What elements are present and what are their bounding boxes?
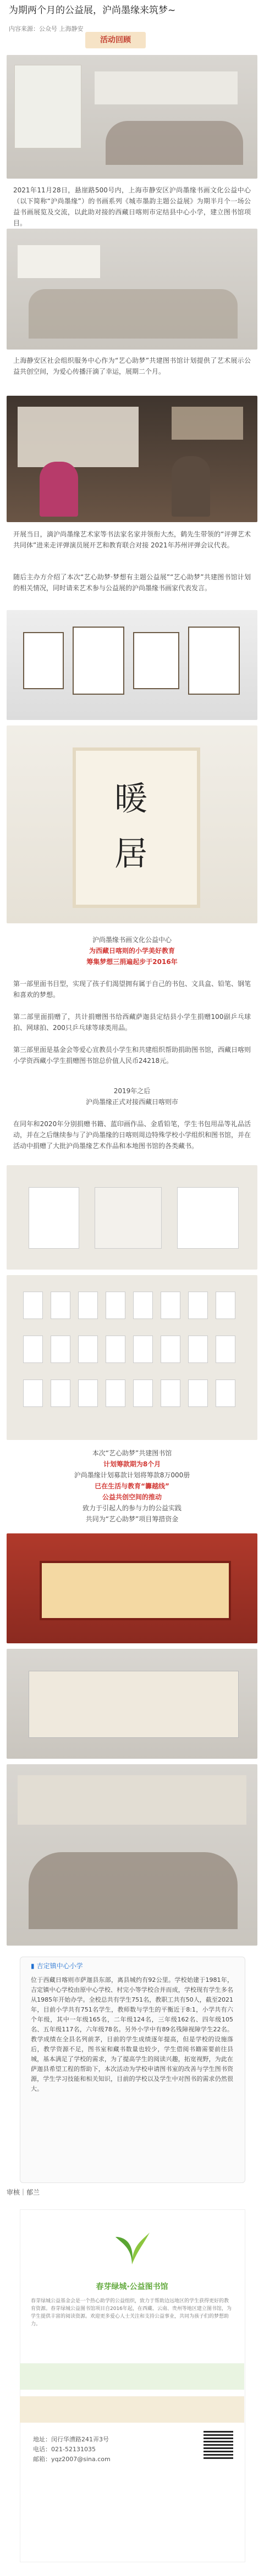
exhibit-sign	[18, 245, 100, 278]
org-line-1: 沪尚墨缘书画文化公益中心	[92, 936, 172, 944]
performer-right	[172, 456, 210, 517]
easel-card	[106, 1336, 125, 1363]
goal-line-1: 本次“艺心助梦”共建图书馆	[92, 1449, 172, 1457]
painting-frame	[133, 632, 179, 689]
board-panel	[29, 1187, 79, 1249]
qr-code[interactable]	[204, 2429, 233, 2459]
easel-card	[216, 1292, 235, 1319]
easel-card	[78, 1380, 98, 1407]
easel-card	[133, 1292, 153, 1319]
sponsor-logo	[105, 2226, 160, 2272]
easel-card	[51, 1292, 70, 1319]
wall-board	[29, 1671, 239, 1738]
easel-card	[23, 1380, 43, 1407]
stage2-paragraph: 第二部里面捐赠了，共计捐赠图书给西藏萨迦县定结县小学生捐赠100副乒乓球拍、网球拍、200只乒乓球等球类用品。	[13, 1013, 251, 1032]
address-line-2: 电话：021-52131035	[33, 2446, 96, 2453]
event-photo-2	[7, 229, 257, 350]
gallery-photo	[7, 610, 257, 720]
plan-paragraph: 在同年和2020年分别捐赠书籍、蓝印画作品、金盾铅笔，学生书包用品等礼品活动，并在之后继续参与了沪尚墨缘的日喀则周边特殊学校小学组织和图书馆，并在活动中捐赠了大批沪尚墨缘艺术作品和本地图书馆的各类藏书。	[13, 1120, 251, 1150]
easel-card	[188, 1336, 208, 1363]
group-photo	[7, 1764, 257, 1946]
calligraphy-glyph: 暖	[114, 780, 147, 818]
group-people	[29, 1852, 238, 1929]
easel-card	[188, 1380, 208, 1407]
easel-card	[106, 1292, 125, 1319]
event-photo-1	[7, 55, 257, 179]
easel-card	[78, 1336, 98, 1363]
easel-card	[133, 1380, 153, 1407]
backdrop-board	[18, 407, 139, 467]
goal-line-2: 计划筹款期为8个月	[103, 1460, 161, 1468]
board-panel	[95, 1187, 162, 1249]
org-line-2: 为西藏日喀则的小学美好教育	[89, 947, 175, 955]
support-paragraph	[13, 355, 251, 377]
easel-card	[106, 1380, 125, 1407]
easel-card	[161, 1336, 180, 1363]
painting-frame	[188, 627, 240, 695]
calligraphy-photo	[7, 725, 257, 923]
article-title: 为期两个月的公益展，沪尚墨缘来筑梦~	[9, 5, 176, 16]
easel-card	[51, 1336, 70, 1363]
easel-wall-photo	[7, 1275, 257, 1440]
goal-line-3: 沪尚墨缘计划募款计划将筹款8万000册	[74, 1471, 190, 1479]
intro-paragraph: 2021年11月28日，悬崖路500号内，上海市静安区沪尚墨缘书画文化公益中心（以下简称“沪尚墨缘”）的书画系列《城市墨韵主题公益展》为期半月个一场公益书画展览及交流，以此助对接的西藏日喀则市定结县中心小学，建立图书馆项目。	[13, 186, 251, 227]
poster-board	[14, 65, 81, 148]
editor-label: 审核｜郁兰	[7, 2189, 40, 2196]
goal-line-5: 公益共创空间的推动	[102, 1493, 162, 1501]
classroom-photo	[7, 1649, 257, 1759]
goal-line-7: 共同为“艺心助梦”项目筹措资金	[85, 1515, 179, 1523]
easel-card	[23, 1336, 43, 1363]
easel-card	[133, 1336, 153, 1363]
org-line-3: 筹集梦想三捐遍起步于2016年	[86, 958, 178, 966]
year-sub: 沪尚墨缘正式对接西藏日喀则市	[85, 1098, 178, 1106]
painting-frame	[73, 627, 124, 695]
banner-badge: 活动回顾	[85, 32, 146, 48]
audience	[106, 121, 243, 165]
library-sign	[172, 407, 243, 440]
easel-card	[23, 1292, 43, 1319]
theme-paragraph: 随后主办方介绍了本次“艺心助梦·梦想有主题公益展”“艺心助梦”共建图书馆计划的相关情况，同时请来艺术参与公益展的沪尚墨缘书画家代表发言。	[13, 573, 251, 592]
banner-board	[40, 1561, 231, 1620]
performance-photo	[7, 396, 257, 522]
source-name: 公众号 上海静安	[39, 25, 84, 32]
banner-photo	[7, 1533, 257, 1643]
calligraphy-glyph: 居	[114, 835, 147, 873]
easel-card	[188, 1292, 208, 1319]
school-title	[31, 1961, 83, 1970]
stage1-paragraph: 第一部里面书目型，实现了孩子们渴望拥有属于自己的书包、文具盒、铅笔、钢笔和喜欢的梦想。	[13, 980, 251, 999]
perform-paragraph: 开展当日，滴沪尚墨缘艺术家等书法家名家并领衔大杰，鹤先生带领的“评弹艺术共同体”进来走评弹演员展开艺和教育联合对接 2021年苏州评弹会议代表。	[13, 530, 251, 549]
painting-frame	[23, 632, 64, 689]
goal-line-6: 致力于引起人的参与力的公益实践	[82, 1504, 182, 1512]
goal-line-4: 已在生活与教育“籌越线”	[95, 1482, 169, 1490]
sponsor-name: 春芽绿城·公益图书馆	[96, 2283, 168, 2291]
exhibit-wall	[95, 71, 238, 104]
easel-card	[78, 1292, 98, 1319]
easel-card	[216, 1336, 235, 1363]
crowd	[29, 289, 238, 339]
easel-card	[161, 1292, 180, 1319]
sponsor-strip	[20, 2363, 244, 2390]
article-source	[9, 24, 84, 33]
location-pin-icon: ▮	[31, 1962, 35, 1970]
stage3-paragraph: 第三部里面是基金会等爱心宣教员小学生和共建组织帮助捐助图书馆，西藏日喀则小学资西藏小学生捐赠图书馆总价值人民币24218元。	[13, 1046, 251, 1065]
performer-left	[40, 462, 78, 517]
address-line-3: 邮箱：yqz2007@sina.com	[33, 2456, 111, 2463]
easel-card	[216, 1380, 235, 1407]
school-name: 吉定镇中心小学	[36, 1962, 83, 1970]
easel-card	[51, 1380, 70, 1407]
address-line-1: 地址：闵行华漕路241弄3号	[33, 2436, 109, 2443]
school-paragraph: 位于西藏日喀则市萨迦县东部，离县城约有92公里。学校始建于1981年，吉定镇中心学校由原中心学校、村完小等学校合并而成，学校现有学生多名从1985年开始办学。全校总共有学生751名，教职工共有50人，截至2021年，目前小学共有751名学生，教师数与学生的平衡近于8:1，小学共有六个年级，其中一年级165名，二年级124名，三年级162名、四年级105名、五年级117名，六年级78名。另外小学中有89名残障视障学生22名。教学成绩在全县名列前茅，目前的学生成绩逐年提高，但是学校的设施落后，教学资源不足，图书室和藏书数量也较少，学生借阅书籍需要前往县城，基本满足了学校的需求，为了提高学生的阅读兴趣，拓宽视野，为此在萨迦县希望工程的帮助下，本次活动为学校申请图书室的改善与学生图书资源，学生学习技能和相关知识，目前的学校以及学生中对图书的需求仍然很大。	[31, 1976, 233, 2092]
year-line: 2019年之后	[113, 1087, 151, 1095]
board-panel	[177, 1187, 239, 1249]
students-photo	[7, 1165, 257, 1270]
support-text: 上海静安区社会组织服务中心作为“艺心助梦”共建图书馆计划提供了艺术展示公益共创空间，为爱心传播汗滴了幸运，展期二个月。	[13, 357, 251, 375]
sponsor-intro: 春芽绿城公益基金会是一个热心助学的公益组织，致力于帮助边远地区的学生获得更好的教育资源。春芽绿城公益图书馆项目自2016年起，在西藏、云南、贵州等地区建立图书馆，为学生提供丰富的阅读资源。欢迎更多爱心人士关注和支持公益事业，共同为孩子们的梦想助力。	[31, 2298, 232, 2327]
source-prefix: 内容来源：	[9, 25, 39, 32]
backdrop	[18, 1775, 246, 1825]
sponsor-strip	[20, 2396, 244, 2423]
calligraphy-scroll	[73, 747, 200, 908]
easel-card	[161, 1380, 180, 1407]
